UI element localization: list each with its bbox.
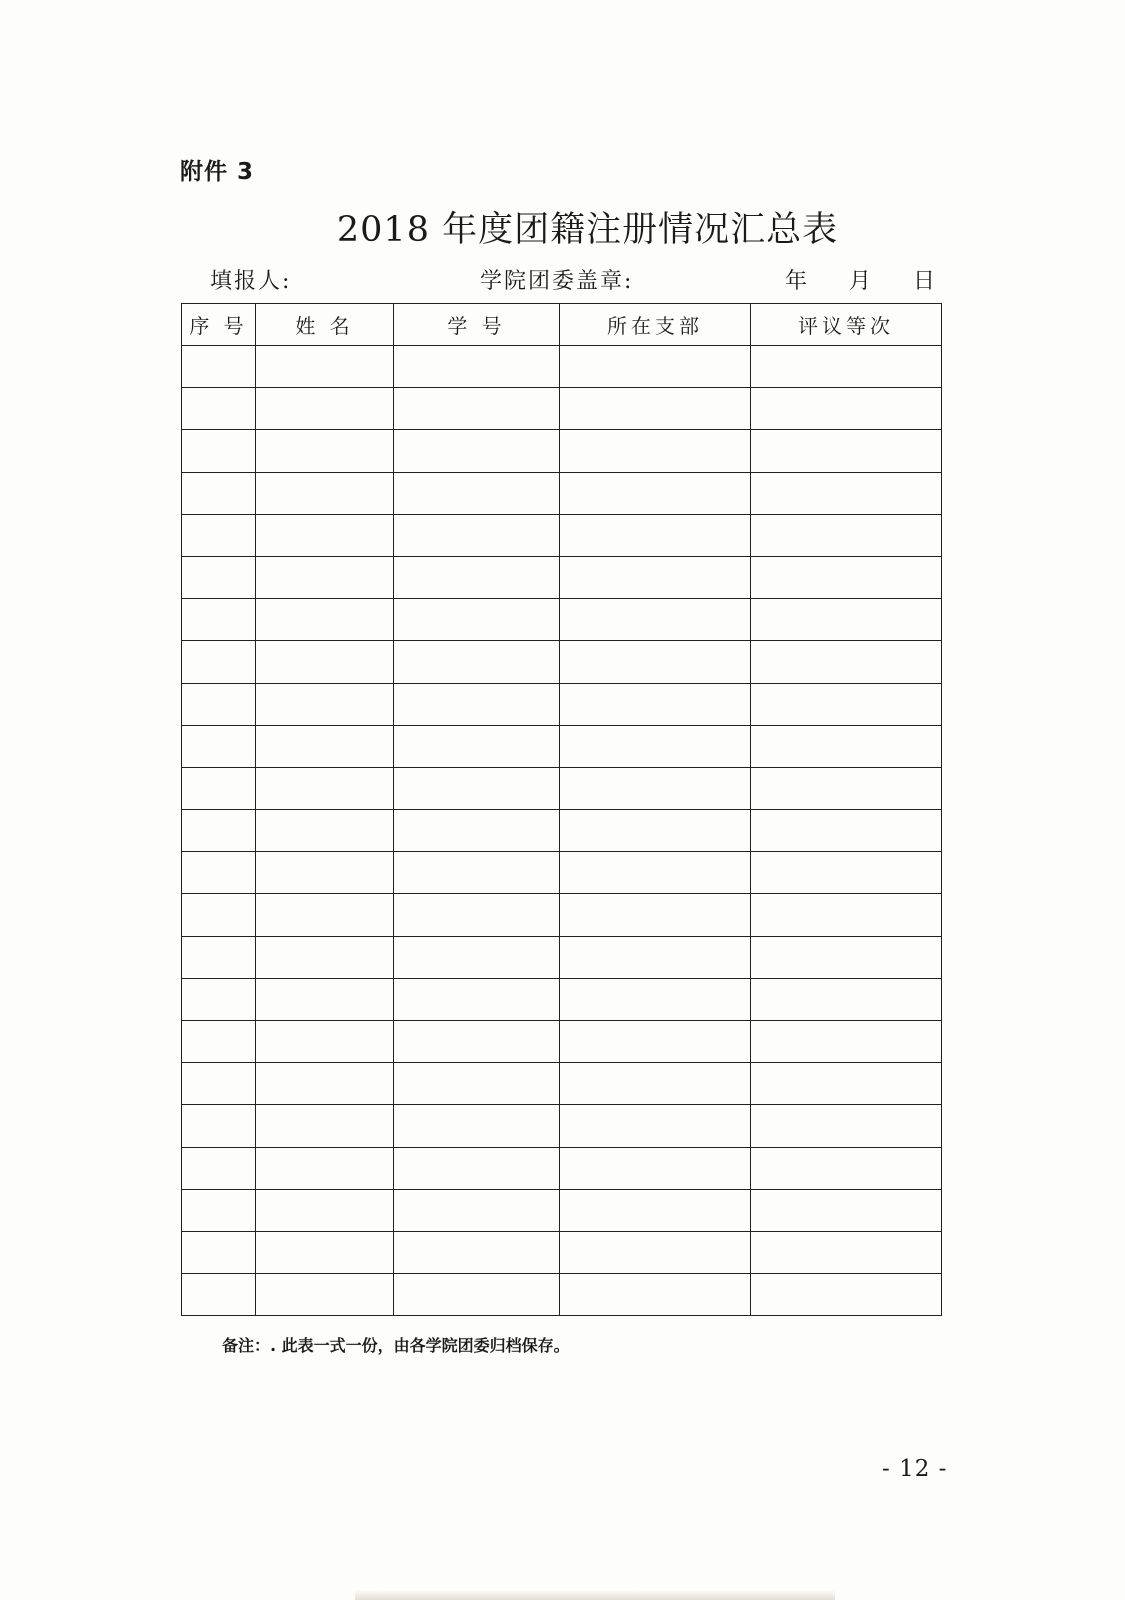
footnote: 备注：. 此表一式一份，由各学院团委归档保存。: [222, 1336, 570, 1355]
date-day-label: 日: [912, 269, 935, 294]
table-header-row: [182, 304, 942, 346]
table-cell[interactable]: [256, 894, 394, 936]
table-row: [182, 683, 942, 725]
table-row: [182, 346, 942, 388]
table-cell[interactable]: [560, 1147, 751, 1189]
table-cell[interactable]: [751, 767, 942, 809]
header-rating: 评议等次: [751, 304, 942, 346]
table-cell[interactable]: [256, 810, 394, 852]
table-cell[interactable]: [560, 1021, 751, 1063]
table-row: [182, 556, 942, 598]
table-cell[interactable]: [560, 1274, 751, 1316]
table-cell[interactable]: [182, 852, 256, 894]
table-row: [182, 1274, 942, 1316]
header-name: 姓 名: [256, 304, 394, 346]
table-cell[interactable]: [751, 1147, 942, 1189]
table-cell[interactable]: [256, 852, 394, 894]
table-row: [182, 388, 942, 430]
table-row: [182, 852, 942, 894]
table-cell[interactable]: [560, 1063, 751, 1105]
header-serial: 序 号: [182, 304, 256, 346]
table-cell[interactable]: [394, 894, 560, 936]
table-cell[interactable]: [751, 894, 942, 936]
table-row: [182, 1021, 942, 1063]
table-cell[interactable]: [751, 978, 942, 1020]
table-cell[interactable]: [182, 1147, 256, 1189]
table-cell[interactable]: [394, 725, 560, 767]
table-cell[interactable]: [394, 641, 560, 683]
table-cell[interactable]: [394, 430, 560, 472]
table-cell[interactable]: [182, 1231, 256, 1273]
table-row: [182, 514, 942, 556]
table-cell[interactable]: [751, 683, 942, 725]
table-cell[interactable]: [256, 1063, 394, 1105]
table-cell[interactable]: [182, 936, 256, 978]
registration-summary-table: [181, 303, 942, 1316]
table-cell[interactable]: [560, 1105, 751, 1147]
table-row: [182, 936, 942, 978]
table-cell[interactable]: [751, 641, 942, 683]
table-cell[interactable]: [394, 1274, 560, 1316]
stamp-label: 学院团委盖章:: [480, 269, 634, 294]
table-cell[interactable]: [256, 767, 394, 809]
table-cell[interactable]: [256, 472, 394, 514]
table-cell[interactable]: [560, 430, 751, 472]
table-row: [182, 472, 942, 514]
table-cell[interactable]: [256, 1231, 394, 1273]
table-cell[interactable]: [394, 1189, 560, 1231]
table-row: [182, 599, 942, 641]
table-cell[interactable]: [560, 388, 751, 430]
table-cell[interactable]: [256, 346, 394, 388]
table-cell[interactable]: [394, 556, 560, 598]
date-year-label: 年: [785, 269, 808, 294]
table-cell[interactable]: [256, 1147, 394, 1189]
table-cell[interactable]: [751, 1105, 942, 1147]
table-cell[interactable]: [394, 472, 560, 514]
table-row: [182, 1231, 942, 1273]
table-cell[interactable]: [560, 346, 751, 388]
table-cell[interactable]: [560, 894, 751, 936]
table-cell[interactable]: [182, 1063, 256, 1105]
table-cell[interactable]: [751, 936, 942, 978]
date-month-label: 月: [848, 269, 871, 294]
table-cell[interactable]: [256, 1274, 394, 1316]
table-cell[interactable]: [394, 978, 560, 1020]
table-cell[interactable]: [560, 514, 751, 556]
table-cell[interactable]: [751, 346, 942, 388]
table-cell[interactable]: [751, 1274, 942, 1316]
table-cell[interactable]: [256, 1105, 394, 1147]
header-branch: 所在支部: [560, 304, 751, 346]
table-cell[interactable]: [256, 1021, 394, 1063]
table-cell[interactable]: [182, 599, 256, 641]
table-cell[interactable]: [751, 1063, 942, 1105]
table-cell[interactable]: [560, 683, 751, 725]
table-cell[interactable]: [751, 599, 942, 641]
table-cell[interactable]: [182, 641, 256, 683]
table-cell[interactable]: [182, 1021, 256, 1063]
table-cell[interactable]: [182, 978, 256, 1020]
table-cell[interactable]: [394, 346, 560, 388]
table-cell[interactable]: [256, 514, 394, 556]
table-cell[interactable]: [751, 514, 942, 556]
table-cell[interactable]: [182, 683, 256, 725]
date-field: [785, 264, 935, 295]
table-body: [182, 346, 942, 1316]
table-cell[interactable]: [560, 725, 751, 767]
table-cell[interactable]: [394, 514, 560, 556]
table-row: [182, 810, 942, 852]
table-cell[interactable]: [394, 810, 560, 852]
table-row: [182, 767, 942, 809]
table-cell[interactable]: [394, 1063, 560, 1105]
table-cell[interactable]: [751, 556, 942, 598]
scan-smudge: [355, 1590, 835, 1600]
table-cell[interactable]: [182, 388, 256, 430]
table-cell[interactable]: [751, 1021, 942, 1063]
table-cell[interactable]: [751, 852, 942, 894]
filler-label: 填报人:: [210, 269, 292, 294]
table-cell[interactable]: [256, 556, 394, 598]
table-row: [182, 725, 942, 767]
page-number: - 12 -: [882, 1456, 948, 1482]
table-row: [182, 1063, 942, 1105]
table-cell[interactable]: [560, 978, 751, 1020]
table-cell[interactable]: [751, 810, 942, 852]
document-title: 2018 年度团籍注册情况汇总表: [336, 210, 839, 250]
table-cell[interactable]: [394, 683, 560, 725]
table-cell[interactable]: [560, 810, 751, 852]
table-cell[interactable]: [182, 346, 256, 388]
table-cell[interactable]: [182, 514, 256, 556]
table-cell[interactable]: [751, 472, 942, 514]
table-cell[interactable]: [560, 556, 751, 598]
table-cell[interactable]: [394, 936, 560, 978]
table-cell[interactable]: [256, 978, 394, 1020]
table-row: [182, 641, 942, 683]
table-row: [182, 1189, 942, 1231]
table-cell[interactable]: [560, 852, 751, 894]
table-cell[interactable]: [560, 641, 751, 683]
table-cell[interactable]: [182, 725, 256, 767]
table-cell[interactable]: [182, 894, 256, 936]
table-cell[interactable]: [751, 1189, 942, 1231]
table-cell[interactable]: [182, 430, 256, 472]
table-cell[interactable]: [394, 599, 560, 641]
table-row: [182, 430, 942, 472]
table-cell[interactable]: [182, 810, 256, 852]
table-cell[interactable]: [182, 1189, 256, 1231]
table-cell[interactable]: [256, 599, 394, 641]
table-cell[interactable]: [182, 767, 256, 809]
table-cell[interactable]: [751, 725, 942, 767]
table-cell[interactable]: [256, 1189, 394, 1231]
attachment-label: 附件 3: [180, 159, 255, 185]
table-row: [182, 1105, 942, 1147]
table-cell[interactable]: [394, 767, 560, 809]
table-cell[interactable]: [560, 1189, 751, 1231]
table-cell[interactable]: [256, 936, 394, 978]
table-cell[interactable]: [256, 683, 394, 725]
table-cell[interactable]: [751, 1231, 942, 1273]
header-student-id: 学 号: [394, 304, 560, 346]
table-cell[interactable]: [394, 852, 560, 894]
table-cell[interactable]: [182, 472, 256, 514]
table-cell[interactable]: [560, 936, 751, 978]
table-cell[interactable]: [256, 641, 394, 683]
table-cell[interactable]: [394, 388, 560, 430]
table-cell[interactable]: [751, 388, 942, 430]
table-cell[interactable]: [256, 388, 394, 430]
table-cell[interactable]: [394, 1147, 560, 1189]
table-row: [182, 1147, 942, 1189]
table-row: [182, 978, 942, 1020]
table-cell[interactable]: [256, 725, 394, 767]
table-cell[interactable]: [560, 472, 751, 514]
table-cell[interactable]: [394, 1105, 560, 1147]
table-cell[interactable]: [560, 1231, 751, 1273]
table-cell[interactable]: [256, 430, 394, 472]
table-row: [182, 894, 942, 936]
table-cell[interactable]: [751, 430, 942, 472]
table-cell[interactable]: [560, 767, 751, 809]
table-cell[interactable]: [394, 1231, 560, 1273]
table-cell[interactable]: [182, 1105, 256, 1147]
table-cell[interactable]: [394, 1021, 560, 1063]
table-cell[interactable]: [182, 556, 256, 598]
table-cell[interactable]: [182, 1274, 256, 1316]
table-cell[interactable]: [560, 599, 751, 641]
